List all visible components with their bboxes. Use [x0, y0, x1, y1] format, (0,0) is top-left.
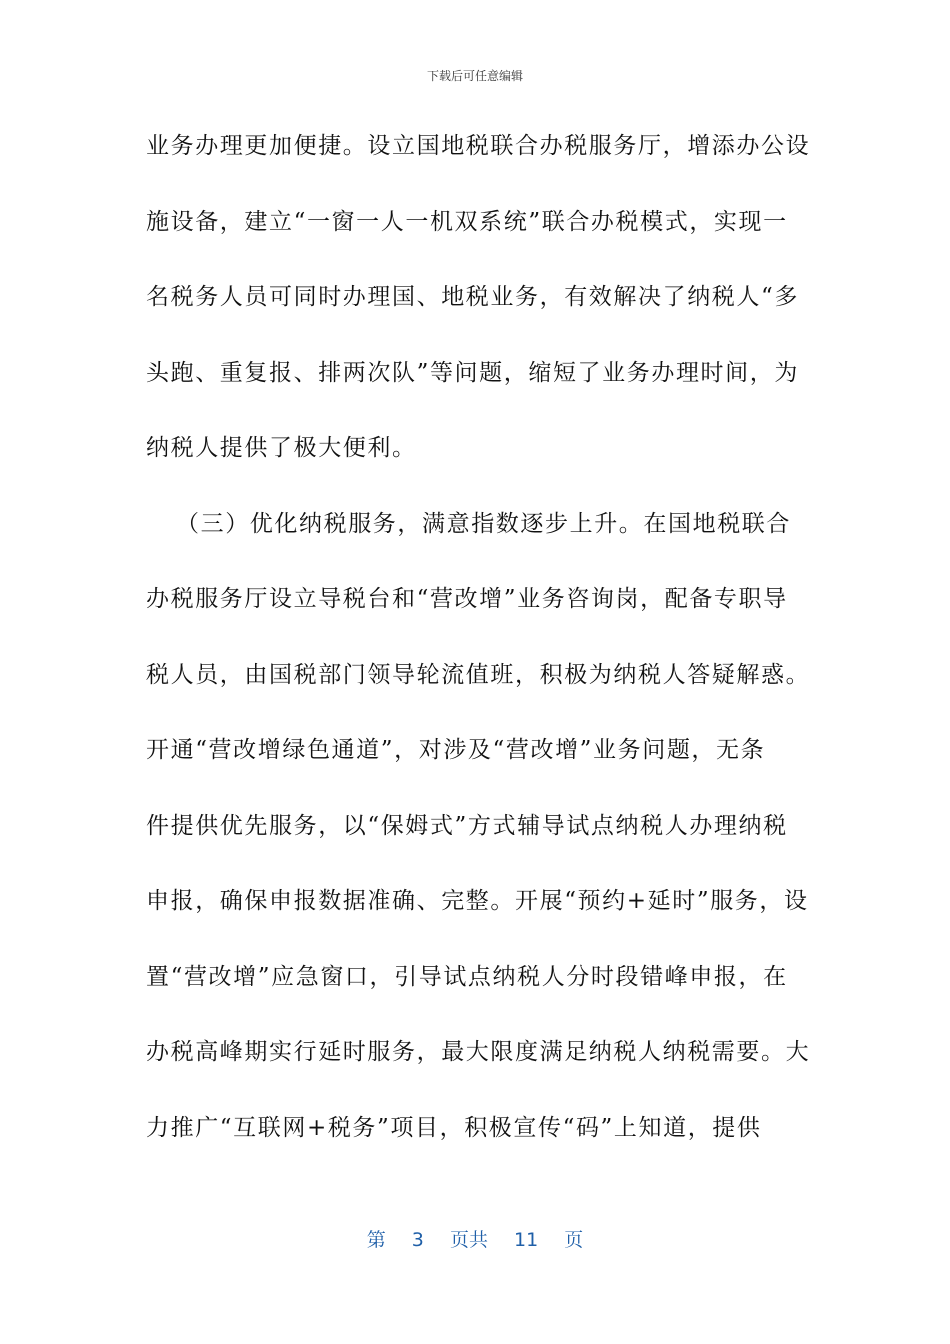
page-number-footer	[0, 1225, 950, 1252]
body-line-2: 施设备，建立“一窗一人一机双系统”联合办税模式，实现一	[146, 208, 788, 235]
body-line-10: 件提供优先服务，以“保姆式”方式辅导试点纳税人办理纳税	[146, 812, 788, 839]
footer-middle: 页共	[449, 1229, 488, 1251]
body-line-5: 纳税人提供了极大便利。	[146, 435, 417, 461]
body-line-4: 头跑、重复报、排两次队”等问题，缩短了业务办理时间，为	[146, 359, 799, 386]
footer-prefix: 第	[366, 1229, 386, 1251]
body-line-6: （三）优化纳税服务，满意指数逐步上升。在国地税联合	[176, 510, 791, 537]
footer-total-pages: 11	[514, 1229, 539, 1251]
body-line-11: 申报，确保申报数据准确、完整。开展“预约+延时”服务，设	[146, 888, 809, 914]
body-line-1: 业务办理更加便捷。设立国地税联合办税服务厅，增添办公设	[146, 133, 811, 159]
body-line-12: 置“营改增”应急窗口，引导试点纳税人分时段错峰申报，在	[146, 963, 788, 990]
body-line-8: 税人员，由国税部门领导轮流值班，积极为纳税人答疑解惑。	[146, 661, 811, 688]
body-line-9: 开通“营改增绿色通道”，对涉及“营改增”业务问题，无条	[146, 737, 766, 763]
footer-current-page: 3	[411, 1229, 424, 1251]
body-line-3: 名税务人员可同时办理国、地税业务，有效解决了纳税人“多	[146, 284, 799, 310]
body-line-7: 办税服务厅设立导税台和“营改增”业务咨询岗，配备专职导	[146, 586, 788, 612]
header-note: 下载后可任意编辑	[426, 69, 523, 83]
body-line-14: 力推广“互联网+税务”项目，积极宣传“码”上知道，提供	[146, 1114, 762, 1141]
body-line-13: 办税高峰期实行延时服务，最大限度满足纳税人纳税需要。大	[146, 1039, 811, 1065]
footer-suffix: 页	[564, 1229, 584, 1251]
document-body	[146, 120, 811, 1177]
